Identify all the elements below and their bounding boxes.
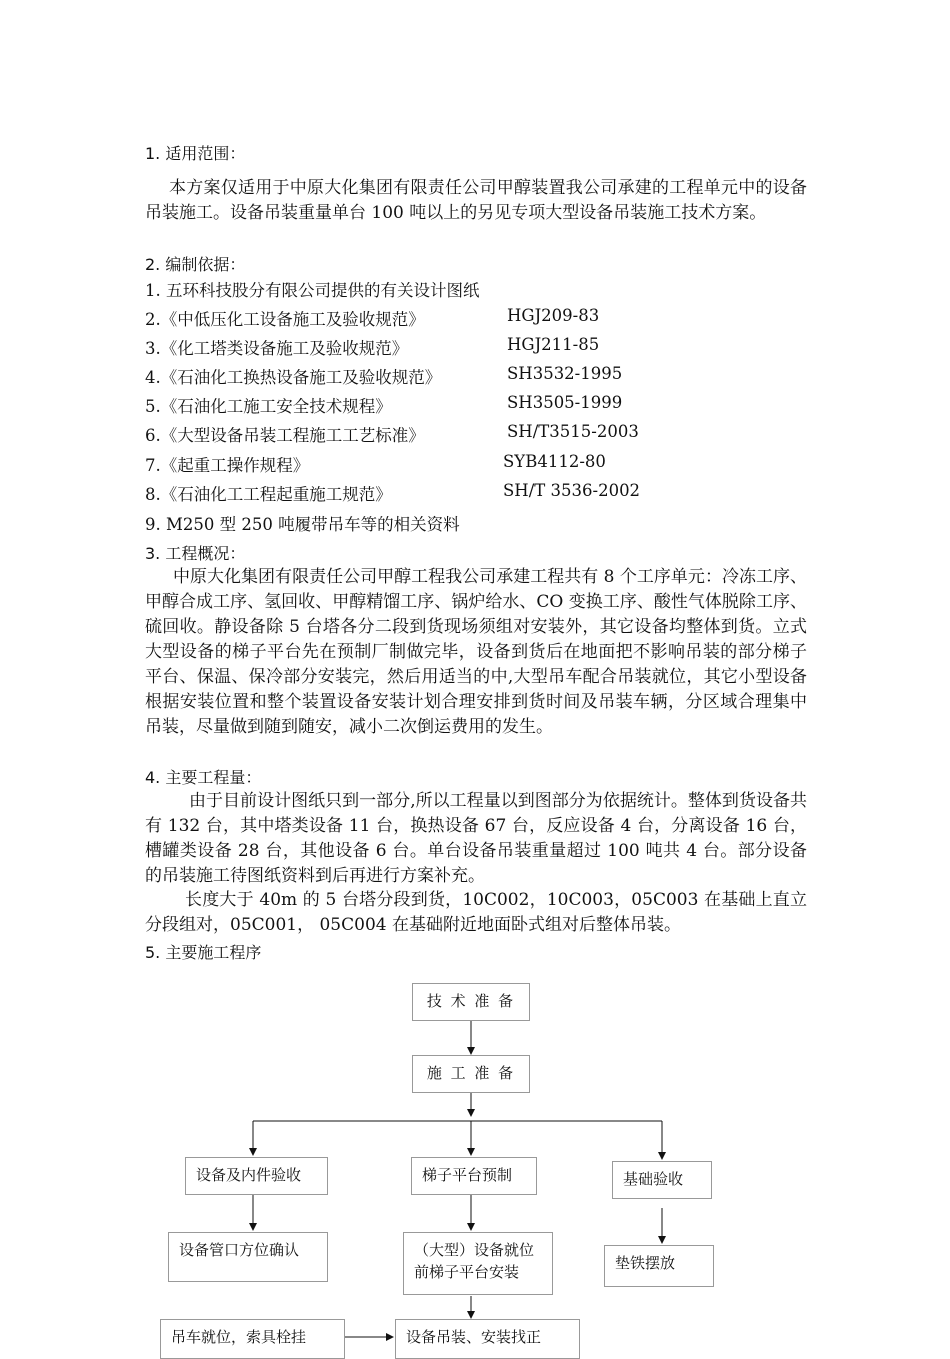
reference-item-6: 6.《大型设备吊装工程施工工艺标准》 xyxy=(145,426,425,445)
reference-code-2: HGJ209-83 xyxy=(507,306,600,325)
reference-item-5: 5.《石油化工施工安全技术规程》 xyxy=(145,397,392,416)
flow-box-ladder-prefab: 梯子平台预制 xyxy=(411,1157,537,1195)
reference-code-8: SH/T 3536-2002 xyxy=(503,481,641,500)
flow-box-shim-place: 垫铁摆放 xyxy=(604,1245,714,1287)
flow-box-foundation-check: 基础验收 xyxy=(612,1161,712,1199)
reference-code-3: HGJ211-85 xyxy=(507,335,600,354)
flow-box-ladder-install: （大型）设备就位前梯子平台安装 xyxy=(403,1232,553,1295)
section-4-body-2: 长度大于 40m 的 5 台塔分段到货，10C002，10C003，05C003 在基础上直立分段组对，05C001， 05C004 在基础附近地面卧式组对后整体吊装。 xyxy=(145,890,807,935)
reference-item-9: 9. M250 型 250 吨履带吊车等的相关资料 xyxy=(145,515,460,534)
section-4-body-1: 由于目前设计图纸只到一部分,所以工程量以到图部分为依据统计。整体到货设备共有 132 台，其中塔类设备 11 台，换热设备 67 台，反应设备 4 台，分离设备 16 台，槽罐类设备 28 台，其他设备 6 台。单台设备吊装重量超过 100 吨共 4 台。部分设备的吊装施工待图纸资料到后再进行方案补充。 xyxy=(145,791,807,886)
reference-item-1: 1. 五环科技股分有限公司提供的有关设计图纸 xyxy=(145,281,480,300)
reference-item-2: 2.《中低压化工设备施工及验收规范》 xyxy=(145,310,425,329)
reference-code-4: SH3532-1995 xyxy=(507,364,623,383)
flow-box-nozzle-confirm: 设备管口方位确认 xyxy=(168,1232,328,1282)
reference-item-3: 3.《化工塔类设备施工及验收规范》 xyxy=(145,339,409,358)
flow-box-lift-align: 设备吊装、安装找正 xyxy=(395,1319,580,1359)
reference-item-8: 8.《石油化工工程起重施工规范》 xyxy=(145,485,392,504)
section-1-title: 1. 适用范围： xyxy=(145,144,246,163)
reference-code-5: SH3505-1999 xyxy=(507,393,623,412)
reference-item-7: 7.《起重工操作规程》 xyxy=(145,456,310,475)
section-2-title: 2. 编制依据： xyxy=(145,255,246,274)
section-5-title: 5. 主要施工程序 xyxy=(145,943,262,962)
flow-box-tech-prep: 技 术 准 备 xyxy=(412,983,530,1021)
reference-item-4: 4.《石油化工换热设备施工及验收规范》 xyxy=(145,368,442,387)
flow-box-equip-check: 设备及内件验收 xyxy=(185,1157,328,1195)
flow-box-const-prep: 施 工 准 备 xyxy=(412,1055,530,1093)
flow-box-crane-position: 吊车就位，索具栓挂 xyxy=(160,1319,345,1359)
section-3-title: 3. 工程概况： xyxy=(145,544,246,563)
section-3-body: 中原大化集团有限责任公司甲醇工程我公司承建工程共有 8 个工序单元：冷冻工序、甲醇合成工序、氢回收、甲醇精馏工序、锅炉给水、CO 变换工序、酸性气体脱除工序、硫回收。静设备除 5 台塔各分二段到货现场须组对安装外，其它设备均整体到货。立式大型设备的梯子平台先在预制厂制做完毕，设备到货后在地面把不影响吊装的部分梯子平台、保温、保冷部分安装完，然后用适当的中,大型吊车配合吊装就位，其它小型设备根据安装位置和整个装置设备安装计划合理安排到货时间及吊装车辆，分区域合理集中吊装，尽量做到随到随安，减小二次倒运费用的发生。 xyxy=(145,567,807,737)
section-1-body: 本方案仅适用于中原大化集团有限责任公司甲醇装置我公司承建的工程单元中的设备吊装施工。设备吊装重量单台 100 吨以上的另见专项大型设备吊装施工技术方案。 xyxy=(145,178,807,223)
reference-code-6: SH/T3515-2003 xyxy=(507,422,639,441)
section-4-title: 4. 主要工程量： xyxy=(145,768,262,787)
reference-code-7: SYB4112-80 xyxy=(503,452,606,471)
